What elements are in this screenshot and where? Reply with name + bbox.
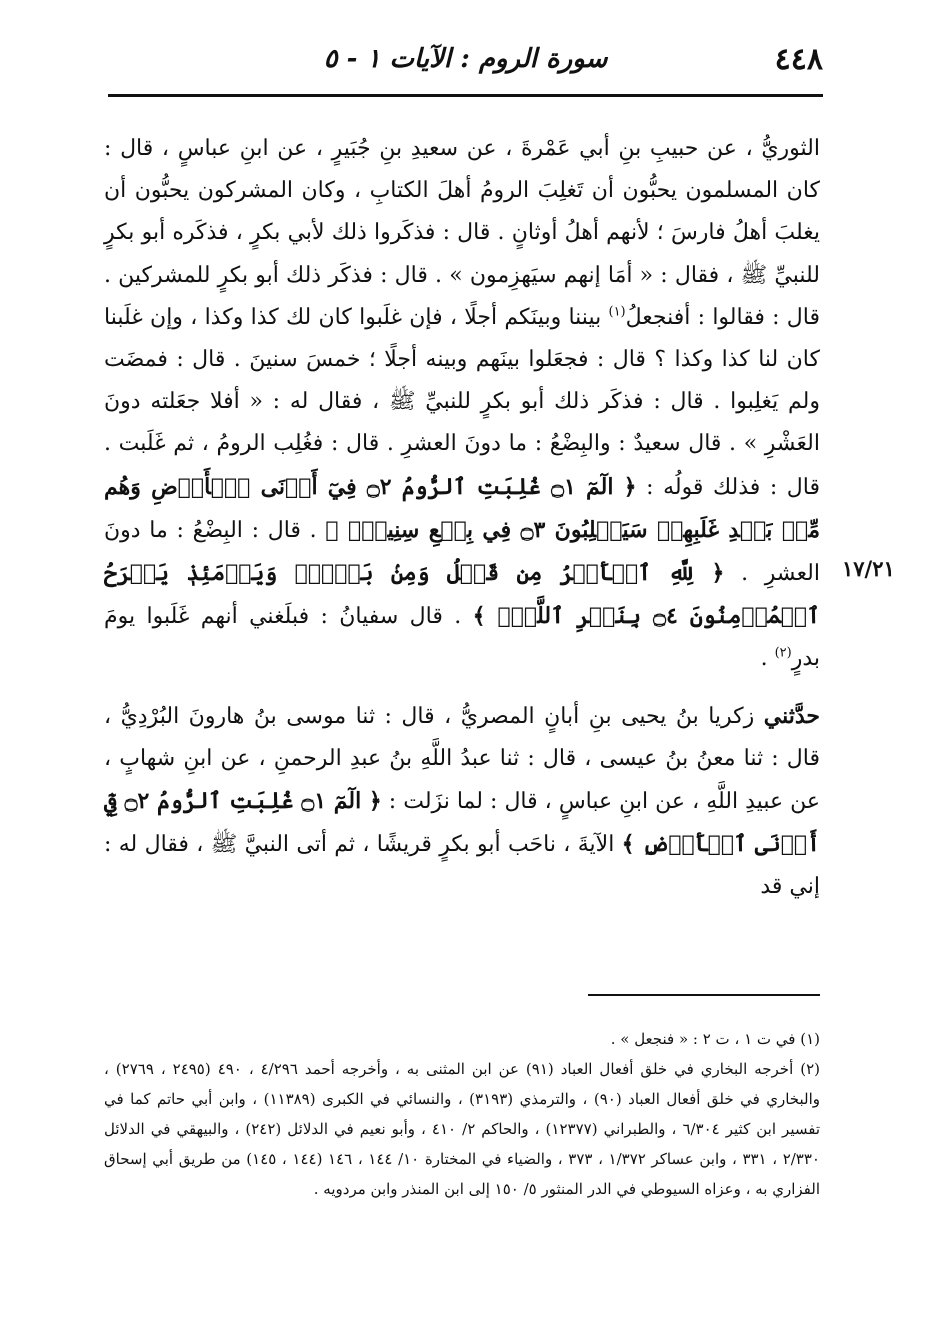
- footnote-1: (١) في ت ١ ، ت ٢ : « فنجعل » .: [610, 1030, 820, 1048]
- paragraph-one-narrative: بيننا وبينَكم أجلًا ، فإن غلَبوا كان لك كذا وكذا ، وإن غلَبنا كان لنا كذا وكذا ؟ قال : فجعَلوا بينَهم وبينه أجلًا ؛ خمسَ سنينَ . قال : فمضَت ولم يَغلِبوا . قال : فذكَر ذلك أبو بكرٍ للنبيِّ ﷺ ، فقال له : « أفلا جعَلته دونَ العَشْرِ » . قال سعيدٌ : والبِضْعُ : ما دونَ العشرِ . قال : فغُلِب الرومُ ، ثم غَلَبت . قال : فذلك قولُه :: [104, 304, 820, 500]
- header-divider: [108, 94, 823, 97]
- paragraph-one-intro: الثوريُّ ، عن حبيبِ بنِ أبي عَمْرةَ ، عن سعيدِ بنِ جُبَيرٍ ، عن ابنِ عباسٍ ، قال : كان المسلمون يحبُّون أن تَغلِبَ الرومُ أهلَ الكتابِ ، وكان المشركون يحبُّون أن يغلبَ أهلُ فارسَ ؛ لأنهم أهلُ أوثانٍ . قال : فذكَروا ذلك لأبي بكرٍ ، فذكَره أبو بكرٍ للنبيِّ ﷺ ، فقال : « أمَا إنهم سيَهزِمون » . قال : فذكَر ذلك أبو بكرٍ للمشركين . قال : فقالوا : أفنجعلُ: [104, 136, 820, 330]
- footnote-divider: [588, 994, 820, 996]
- paragraph-two-ending: الآيةَ ، ناحَب أبو بكرٍ قريشًا ، ثم أتى النبيَّ ﷺ ، فقال له : إني قد: [104, 832, 820, 900]
- paragraph-one-final: .: [760, 646, 775, 672]
- paragraph-two: [104, 695, 820, 909]
- quran-verse-three: ﴿ الٓمٓ ۝١ غُلِبَتِ ٱلرُّومُ ۝٢ فِيٓ أَدۡنَى ٱلۡأَرۡضِ ﴾: [104, 788, 820, 858]
- margin-reference: ١٧/٢١: [842, 556, 895, 581]
- footnote-marker-1[interactable]: (١): [608, 304, 626, 320]
- main-text: [104, 128, 820, 909]
- footnotes: [104, 1024, 820, 1204]
- paragraph-two-lead-word: حدَّثني: [763, 702, 820, 729]
- quran-verse-two: ﴿ لِلَّهِ ٱلۡأَمۡرُ مِن قَبۡلُ وَمِنۢ بَعۡدُۚ وَيَوۡمَئِذٖ يَفۡرَحُ ٱلۡمُؤۡمِنُونَ ۝٤ بِنَصۡرِ ٱللَّهِۚ ﴾: [104, 560, 820, 630]
- paragraph-one-middle: . قال : البِضْعُ : ما دونَ العشرِ .: [104, 517, 820, 587]
- page-header: [108, 40, 823, 88]
- paragraph-one-ending: . قال سفيانُ : فبلَغني أنهم غَلَبوا يومَ بدرٍ: [104, 604, 820, 672]
- quran-verse-one: ﴿ الٓمٓ ۝١ غُلِبَتِ ٱلرُّومُ ۝٢ فِيٓ أَدۡنَى ٱلۡأَرۡضِ وَهُم مِّنۢ بَعۡدِ غَلَبِهِمۡ سَيَغۡلِبُونَ ۝٣ فِي بِضۡعِ سِنِينَۗ ﴾: [104, 473, 821, 543]
- paragraph-one: [104, 128, 820, 681]
- page-number: ٤٤٨: [774, 42, 823, 77]
- paragraph-two-chain: زكريا بنُ يحيى بنِ أبانٍ المصريُّ ، قال : ثنا موسى بنُ هارونَ البُرْدِيُّ ، قال : ثنا معنُ بنُ عيسى ، قال : ثنا عبدُ اللَّهِ بنُ عبدِ الرحمنِ ، عن ابنِ شهابٍ ، عن عبيدِ اللَّهِ ، عن ابنِ عباسٍ ، قال : لما نزَلت :: [104, 703, 820, 815]
- footnote-marker-2[interactable]: (٢): [774, 646, 792, 662]
- footnote-2: (٢) أخرجه البخاري في خلق أفعال العباد (٩١) عن ابن المثنى به ، وأخرجه أحمد ٤/٢٩٦ ، ٤٩٠ (٢٤٩٥ ، ٢٧٦٩) ، والبخاري في خلق أفعال العباد (٩٠) ، والترمذي (٣١٩٣) ، والنسائي في الكبرى (١١٣٨٩) ، وابن أبي حاتم كما في تفسير ابن كثير ٦/٣٠٤ ، والطبراني (١٢٣٧٧) ، والحاكم ٢/ ٤١٠ ، وأبو نعيم في الدلائل (٢٤٢) ، والبيهقي في الدلائل ٢/٣٣٠ ، ٣٣١ ، وابن عساكر ١/٣٧٢ ، ٣٧٣ ، والضياء في المختارة ١٠/ ١٤٤ ، ١٤٦ (١٤٤ ، ١٤٥) من طريق أبي إسحاق الفزاري به ، وعزاه السيوطي في الدر المنثور ٥/ ١٥٠ إلى ابن المنذر وابن مردويه .: [104, 1060, 820, 1198]
- running-title: سورة الروم : الآيات ١ - ٥: [323, 44, 608, 74]
